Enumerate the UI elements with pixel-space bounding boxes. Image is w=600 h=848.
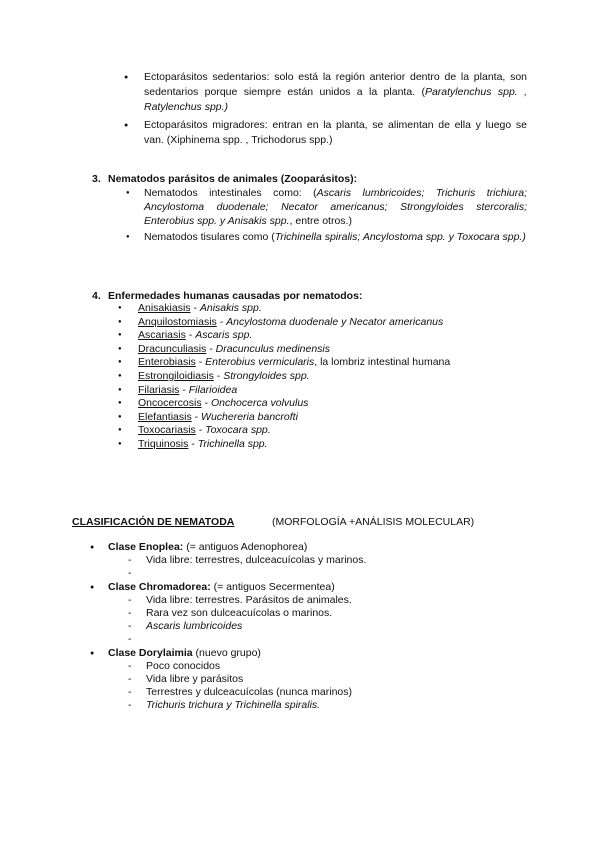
separator: -: [191, 410, 202, 423]
class-name: Clase Enoplea:: [108, 541, 184, 553]
section-title: Nematodos parásitos de animales (Zooparásitos):: [108, 173, 358, 185]
disease-extra: , la lombriz intestinal humana: [314, 356, 451, 369]
item-text: Ectoparásitos migradores: entran en la planta, se alimentan de ella y luego se van. (Xiphinema spp. , Trichodorus spp.): [144, 119, 527, 146]
disease-name: Enterobiasis: [138, 356, 196, 369]
class-item-chromadorea: [90, 581, 510, 594]
sub-item: [128, 686, 510, 699]
disease-item: [118, 397, 538, 411]
disease-agent: Anisakis spp.: [199, 302, 262, 314]
classification-heading: [72, 516, 475, 528]
disease-agent: Ancylostoma duodenale y Necator americanus: [226, 315, 444, 328]
class-subitems: [128, 594, 510, 647]
disease-name: Filariasis: [138, 383, 180, 396]
sub-item: [128, 660, 510, 673]
ectoparasites-list: [124, 70, 527, 151]
disease-item: [118, 343, 538, 357]
class-item-dorylaimia: [90, 647, 510, 660]
separator: -: [216, 315, 227, 328]
sub-item: [128, 594, 510, 607]
disease-item: [118, 411, 538, 425]
class-desc: (= antiguos Secermentea): [210, 580, 335, 593]
disease-agent: Trichinella spp.: [197, 437, 268, 450]
sub-item: [128, 673, 510, 686]
sub-item: [128, 607, 510, 620]
disease-item: [118, 316, 538, 330]
sub-item: [128, 633, 510, 646]
sub-item-text: Rara vez son dulceacuícolas o marinos.: [146, 607, 333, 619]
item-text: , entre otros.): [289, 215, 352, 227]
sub-item-text: Terrestres y dulceacuícolas (nunca marinos): [146, 686, 353, 699]
disease-agent: Filarioidea: [188, 383, 238, 396]
list-item: [126, 186, 527, 228]
class-name: Clase Chromadorea:: [108, 580, 211, 593]
disease-name: Triquinosis: [138, 437, 189, 450]
disease-agent: Dracunculus medinensis: [215, 342, 331, 355]
separator: -: [188, 437, 198, 450]
disease-agent: Wuchereria bancrofti: [201, 410, 298, 423]
disease-agent: Ascaris spp.: [195, 329, 253, 342]
item-text: Nematodos tisulares como (: [144, 231, 275, 243]
disease-item: [118, 424, 538, 438]
separator: -: [201, 397, 211, 410]
list-item: [124, 118, 527, 148]
disease-agent: Strongyloides spp.: [223, 369, 310, 382]
disease-name: Toxocariasis: [138, 424, 196, 437]
list-item: [126, 230, 527, 244]
disease-name: Ascariasis: [138, 329, 186, 342]
separator: -: [179, 383, 189, 396]
disease-name: Oncocercosis: [138, 397, 202, 410]
class-item-enoplea: [90, 541, 510, 554]
disease-name: Dracunculiasis: [138, 342, 207, 355]
item-text: Nematodos intestinales como: (: [144, 187, 317, 199]
item-text: Ectoparásitos sedentarios: solo está la región anterior dentro de la planta, son sedentarios porque siempre están unidos a la planta. (: [144, 71, 527, 98]
disease-item: [118, 438, 538, 452]
sub-item-text: Ascaris lumbricoides: [146, 620, 243, 633]
class-desc: (= antiguos Adenophorea): [183, 541, 308, 553]
class-desc: (nuevo grupo): [192, 646, 261, 659]
section-title: Enfermedades humanas causadas por nematodos:: [108, 290, 363, 302]
sub-item-text: Vida libre y parásitos: [146, 673, 244, 685]
section-number: 4.: [92, 290, 101, 302]
item-species: Ascaris lumbricoides; Trichuris trichiura; Ancylostoma duodenale; Necator americanus; Strongyloides stercoralis; Enterobius spp. y Anisakis spp.: [144, 187, 527, 227]
separator: -: [185, 329, 196, 342]
disease-item: [118, 302, 538, 316]
disease-name: Anisakiasis: [138, 302, 191, 314]
sub-item-text: Trichuris trichura y Trichinella spiralis.: [146, 699, 321, 712]
classification-subtitle: (MORFOLOGÍA +ANÁLISIS MOLECULAR): [272, 516, 475, 528]
item-species: Paratylenchus spp. , Ratylenchus spp.): [144, 86, 527, 113]
disease-agent: Onchocerca volvulus: [210, 397, 309, 410]
sub-item: [128, 567, 510, 580]
separator: -: [195, 356, 206, 369]
section-4-heading: [92, 289, 362, 303]
disease-name: Anquilostomiasis: [138, 315, 217, 328]
sub-item-text: Vida libre: terrestres, dulceacuícolas y marinos.: [146, 554, 367, 567]
classes-list: [90, 541, 510, 713]
disease-name: Elefantiasis: [138, 410, 192, 423]
separator: -: [195, 424, 206, 437]
classification-title: CLASIFICACIÓN DE NEMATODA: [72, 516, 235, 528]
zooparasites-list: [126, 186, 527, 246]
disease-name: Estrongiloidiasis: [138, 369, 214, 382]
separator: -: [190, 302, 200, 314]
disease-agent: Enterobius vermicularis: [205, 356, 315, 369]
list-item: [124, 70, 527, 115]
sub-item-text: Vida libre: terrestres. Parásitos de animales.: [146, 593, 352, 606]
class-subitems: [128, 554, 510, 580]
disease-item: [118, 329, 538, 343]
separator: -: [213, 369, 224, 382]
disease-item: [118, 356, 538, 370]
sub-item: [128, 554, 510, 567]
disease-item: [118, 370, 538, 384]
item-species: Trichinella spiralis; Ancylostoma spp. y Toxocara spp.): [274, 231, 526, 243]
diseases-list: [118, 302, 538, 452]
sub-item: [128, 699, 510, 712]
sub-item: [128, 620, 510, 633]
disease-agent: Toxocara spp.: [205, 424, 271, 437]
separator: -: [206, 342, 216, 355]
class-name: Clase Dorylaimia: [108, 646, 193, 659]
section-3-heading: [92, 172, 357, 186]
disease-item: [118, 384, 538, 398]
section-number: 3.: [92, 173, 101, 185]
class-subitems: [128, 660, 510, 713]
sub-item-text: Poco conocidos: [146, 659, 221, 672]
